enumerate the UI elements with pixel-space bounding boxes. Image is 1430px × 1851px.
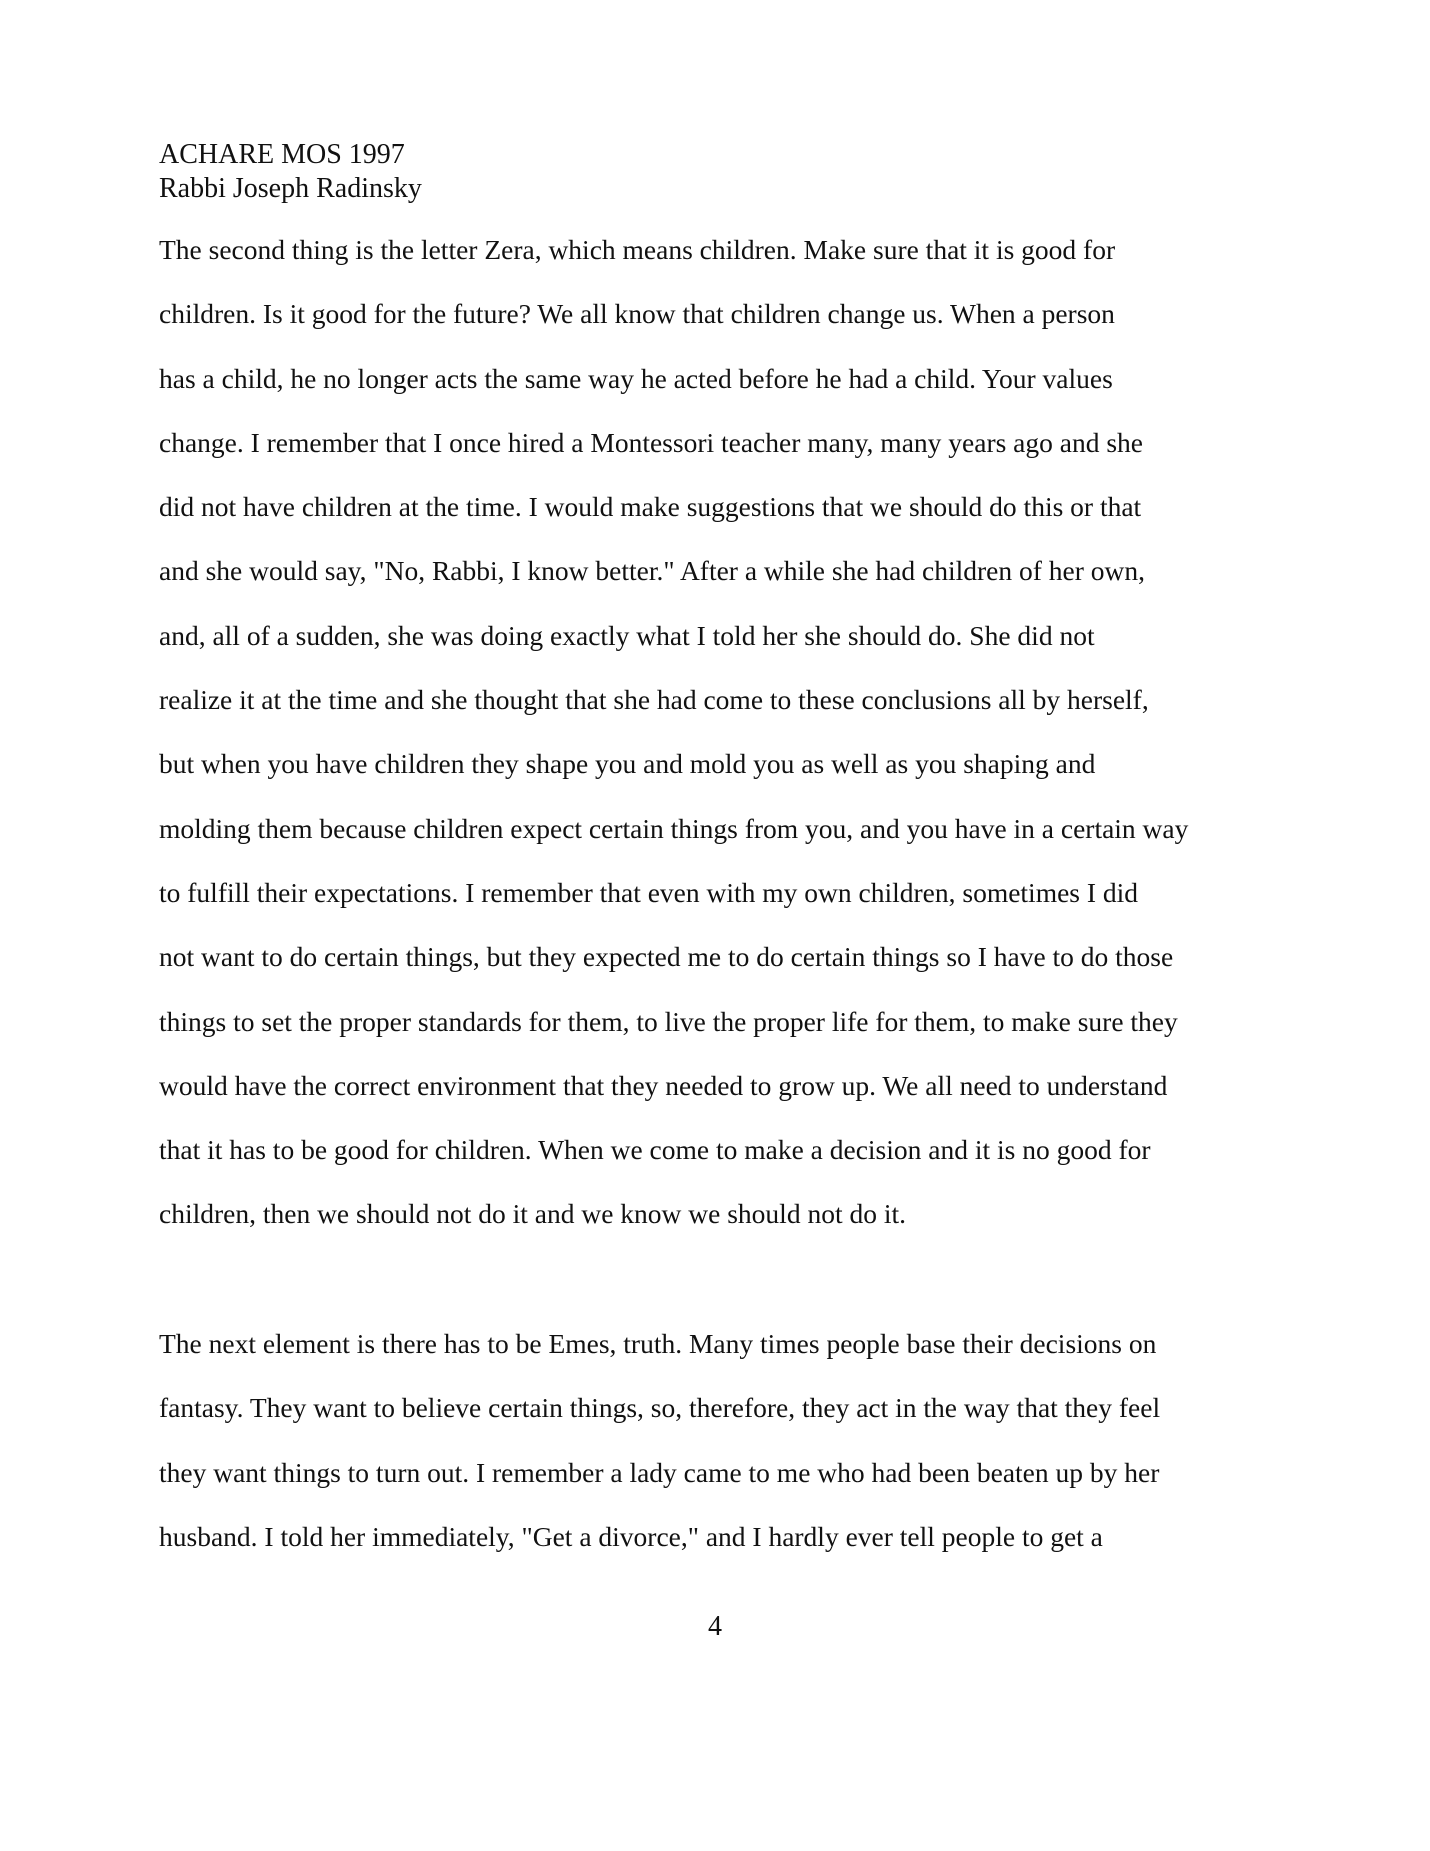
paragraph-2 [159, 1312, 1279, 1569]
paragraph-line: but when you have children they shape you and mold you as well as you shaping and [159, 748, 1096, 780]
paragraph-line: has a child, he no longer acts the same way he acted before he had a child. Your values [159, 362, 1113, 394]
paragraph-line: things to set the proper standards for them, to live the proper life for them, to make sure they [159, 1005, 1178, 1037]
paragraph-line: and she would say, "No, Rabbi, I know better." After a while she had children of her own, [159, 555, 1145, 587]
paragraph-line: children. Is it good for the future? We all know that children change us. When a person [159, 298, 1115, 330]
paragraph-line: and, all of a sudden, she was doing exactly what I told her she should do. She did not [159, 619, 1095, 651]
document-title: ACHARE MOS 1997 [159, 139, 405, 170]
paragraph-line: fantasy. They want to believe certain things, so, therefore, they act in the way that they feel [159, 1392, 1161, 1424]
paragraph-line: children, then we should not do it and we know we should not do it. [159, 1198, 906, 1230]
paragraph-line: realize it at the time and she thought that she had come to these conclusions all by herself, [159, 684, 1149, 716]
paragraph-line: husband. I told her immediately, "Get a divorce," and I hardly ever tell people to get a [159, 1520, 1103, 1552]
paragraph-1 [159, 218, 1279, 1247]
paragraph-line: to fulfill their expectations. I remember that even with my own children, sometimes I did [159, 876, 1139, 908]
paragraph-line: not want to do certain things, but they expected me to do certain things so I have to do those [159, 941, 1174, 973]
paragraph-line: The second thing is the letter Zera, which means children. Make sure that it is good for [159, 234, 1116, 265]
paragraph-line: that it has to be good for children. When we come to make a decision and it is no good for [159, 1134, 1151, 1166]
document-header [159, 138, 422, 206]
paragraph-line: would have the correct environment that they needed to grow up. We all need to understand [159, 1069, 1168, 1101]
paragraph-line: molding them because children expect certain things from you, and you have in a certain way [159, 812, 1189, 844]
paragraph-line: they want things to turn out. I remember a lady came to me who had been beaten up by her [159, 1456, 1160, 1488]
paragraph-line: change. I remember that I once hired a Montessori teacher many, many years ago and she [159, 426, 1143, 458]
document-author: Rabbi Joseph Radinsky [159, 173, 422, 204]
page-number: 4 [708, 1611, 722, 1642]
paragraph-line: The next element is there has to be Emes, truth. Many times people base their decisions on [159, 1328, 1157, 1359]
paragraph-line: did not have children at the time. I would make suggestions that we should do this or that [159, 491, 1142, 523]
